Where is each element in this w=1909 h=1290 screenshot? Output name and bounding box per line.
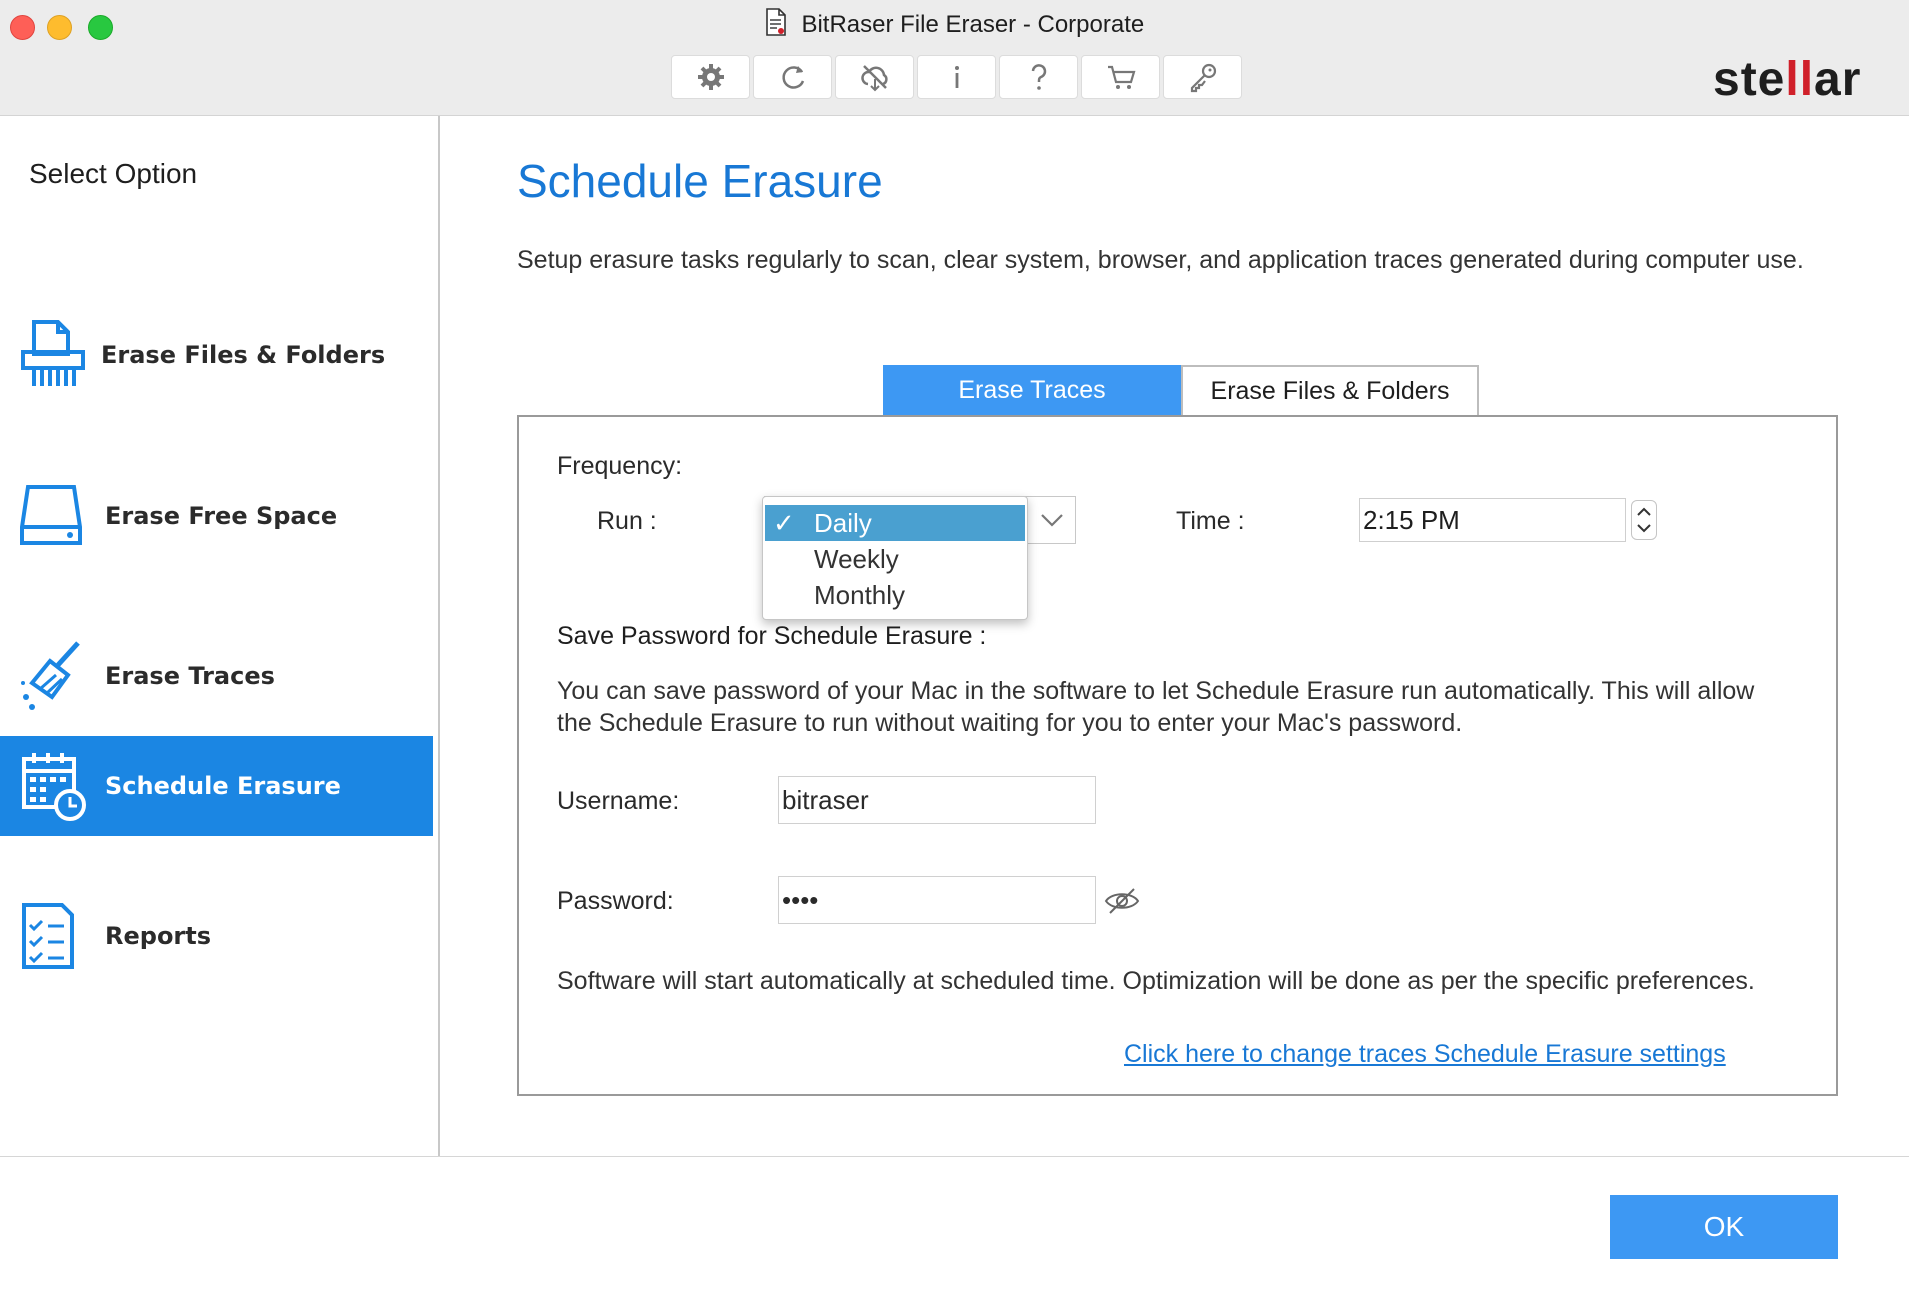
sidebar-item-schedule-erasure[interactable] bbox=[0, 736, 433, 836]
sidebar-item-erase-files-folders[interactable] bbox=[0, 305, 433, 405]
cloud-sync-button[interactable] bbox=[835, 55, 914, 99]
dropdown-option-monthly[interactable] bbox=[763, 577, 1027, 613]
run-frequency-dropdown bbox=[762, 496, 1028, 620]
cloud-off-icon bbox=[859, 61, 891, 93]
page-title: Schedule Erasure bbox=[517, 155, 883, 207]
password-description: You can save password of your Mac in the software to let Schedule Erasure run automatically. This will allow the Schedule Erasure to run without waiting for you to enter your Mac's password. bbox=[557, 677, 1755, 737]
stepper-arrows-icon bbox=[1632, 501, 1656, 539]
activate-button[interactable] bbox=[1163, 55, 1242, 99]
password-section-heading: Save Password for Schedule Erasure : bbox=[557, 622, 987, 650]
refresh-button[interactable] bbox=[753, 55, 832, 99]
option-label: Monthly bbox=[814, 580, 906, 610]
sidebar bbox=[0, 116, 440, 1156]
cart-icon bbox=[1105, 61, 1137, 93]
help-button[interactable] bbox=[999, 55, 1078, 99]
window-title bbox=[0, 8, 1909, 45]
brand-text-mid: ll bbox=[1785, 53, 1815, 106]
sidebar-item-label: Erase Free Space bbox=[105, 502, 338, 530]
tab-erase-files-folders[interactable]: Erase Files & Folders bbox=[1181, 365, 1479, 415]
window-title-text: BitRaser File Eraser - Corporate bbox=[801, 11, 1145, 38]
refresh-icon bbox=[777, 61, 809, 93]
document-icon bbox=[765, 8, 787, 45]
toolbar bbox=[671, 55, 1242, 99]
brand-text-prefix: ste bbox=[1713, 53, 1786, 106]
frequency-label: Frequency: bbox=[557, 452, 683, 480]
tab-erase-traces[interactable]: Erase Traces bbox=[883, 365, 1181, 415]
brand-text-suffix: ar bbox=[1814, 53, 1862, 106]
dropdown-option-weekly[interactable] bbox=[763, 541, 1027, 577]
sidebar-item-label: Reports bbox=[105, 922, 212, 950]
buy-button[interactable] bbox=[1081, 55, 1160, 99]
time-stepper[interactable] bbox=[1631, 500, 1657, 540]
eye-slash-icon[interactable] bbox=[1104, 886, 1140, 916]
change-settings-link[interactable]: Click here to change traces Schedule Erasure settings bbox=[1124, 1040, 1726, 1068]
settings-button[interactable] bbox=[671, 55, 750, 99]
page-description: Setup erasure tasks regularly to scan, clear system, browser, and application traces generated during computer use. bbox=[517, 246, 1804, 274]
info-icon bbox=[941, 61, 973, 93]
info-button[interactable] bbox=[917, 55, 996, 99]
time-field[interactable]: 2:15 PM bbox=[1359, 498, 1626, 542]
username-label: Username: bbox=[557, 787, 680, 815]
sidebar-item-label: Schedule Erasure bbox=[105, 772, 341, 800]
sidebar-item-erase-traces[interactable] bbox=[0, 626, 433, 726]
sidebar-item-label: Erase Traces bbox=[105, 662, 275, 690]
auto-start-note: Software will start automatically at scheduled time. Optimization will be done as per the specific preferences. bbox=[557, 967, 1755, 995]
calendar-clock-icon bbox=[20, 749, 90, 823]
username-field[interactable]: bitraser bbox=[778, 776, 1096, 824]
sidebar-item-label: Erase Files & Folders bbox=[101, 341, 386, 369]
footer-divider bbox=[0, 1156, 1909, 1157]
sidebar-title: Select Option bbox=[29, 158, 198, 189]
gear-icon bbox=[695, 61, 727, 93]
time-label: Time : bbox=[1176, 507, 1245, 535]
dropdown-option-daily[interactable] bbox=[765, 505, 1025, 541]
stellar-logo bbox=[1713, 52, 1861, 107]
help-icon bbox=[1023, 61, 1055, 93]
option-label: Daily bbox=[814, 508, 872, 538]
run-label: Run : bbox=[597, 507, 657, 535]
password-label: Password: bbox=[557, 887, 674, 915]
key-icon bbox=[1187, 61, 1219, 93]
drive-icon bbox=[20, 479, 90, 553]
broom-icon bbox=[20, 639, 90, 713]
sidebar-item-erase-free-space[interactable] bbox=[0, 466, 433, 566]
title-bar bbox=[0, 0, 1909, 116]
option-label: Weekly bbox=[814, 544, 899, 574]
shredder-icon bbox=[20, 318, 90, 392]
password-field[interactable]: •••• bbox=[778, 876, 1096, 924]
chevron-down-icon bbox=[1039, 509, 1065, 531]
sidebar-item-reports[interactable] bbox=[0, 886, 433, 986]
ok-button[interactable]: OK bbox=[1610, 1195, 1838, 1259]
checkmark-icon: ✓ bbox=[773, 508, 795, 538]
checklist-icon bbox=[20, 899, 90, 973]
